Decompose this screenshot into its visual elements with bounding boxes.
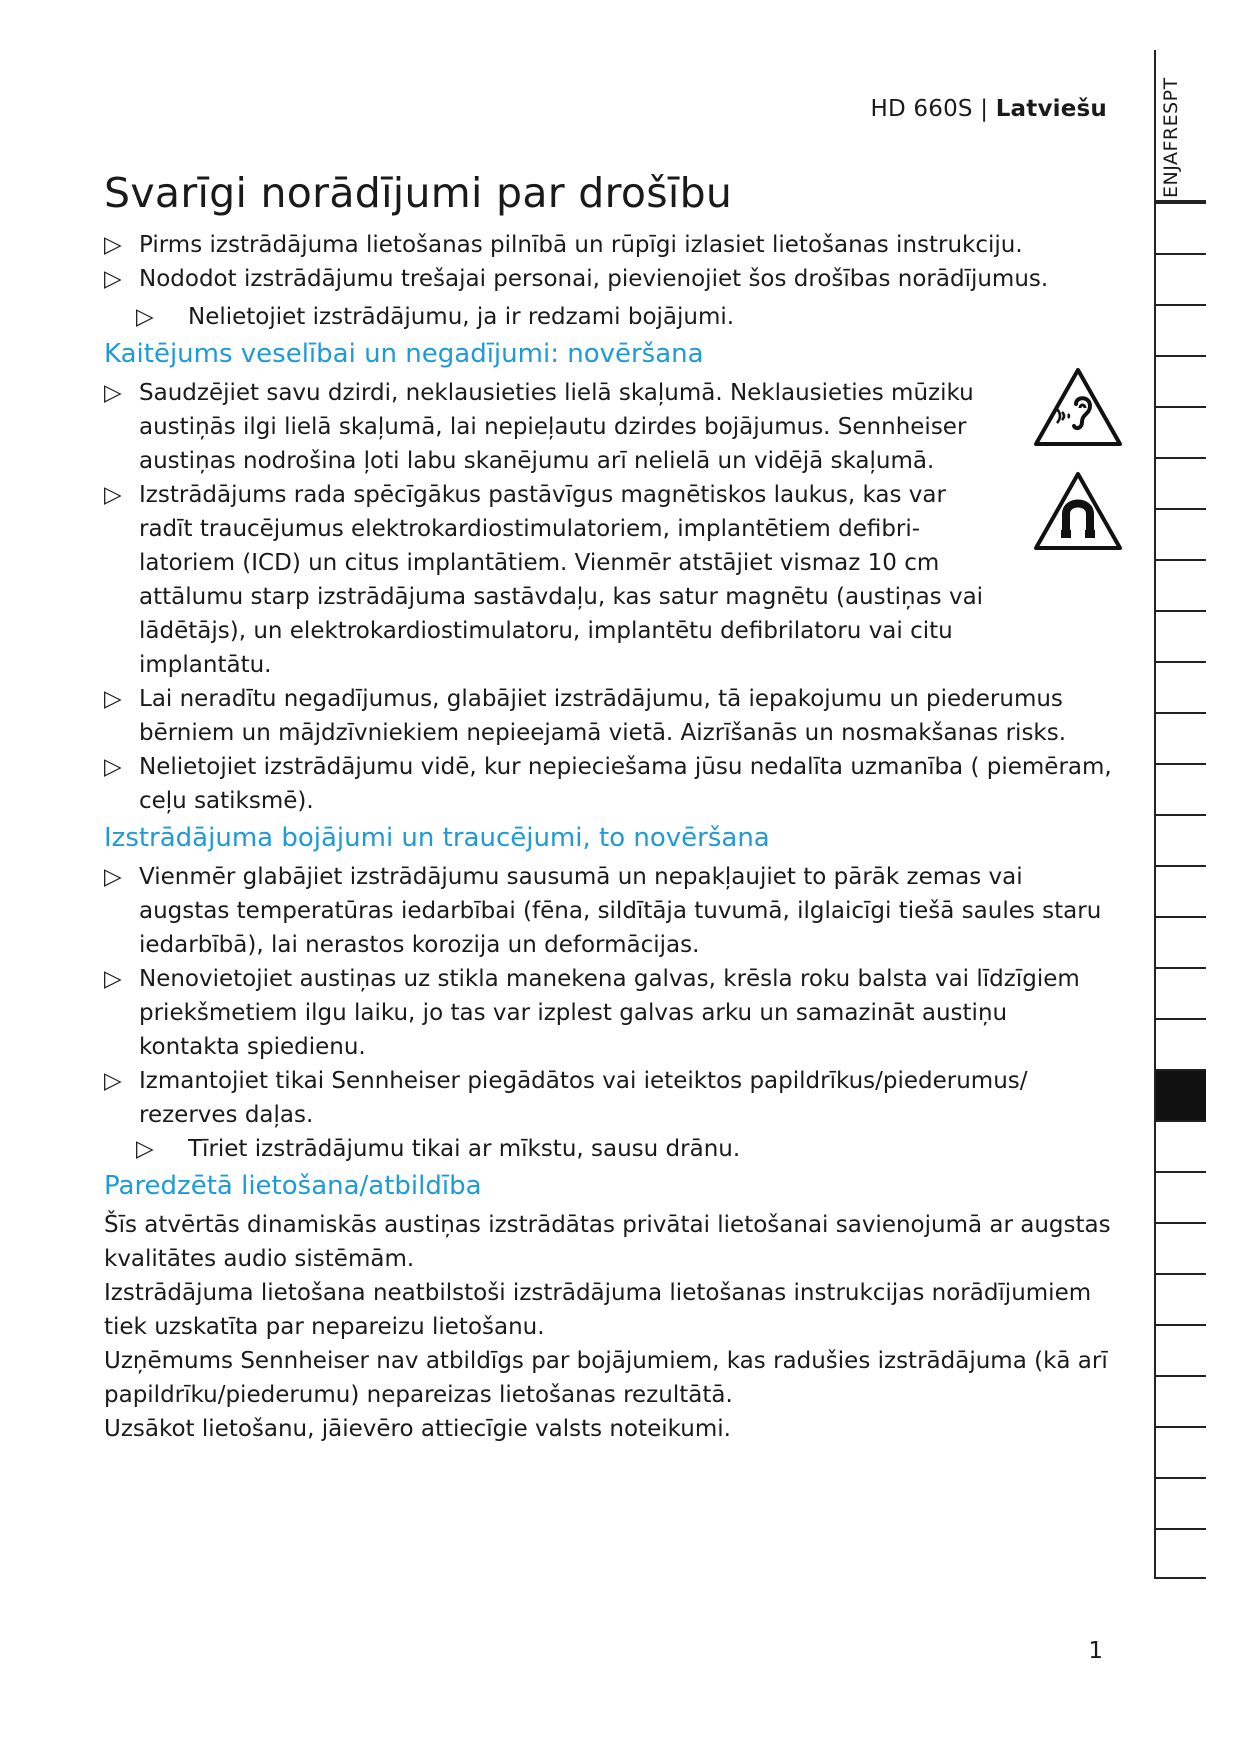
side-tab[interactable]: [1154, 457, 1206, 508]
list-item-text: Izstrādājums rada spēcīgākus pastāvīgus magnētiskos laukus, kas var radīt traucējumus elektrokardiostimulatoriem, implantētiem defibrilatoriem (ICD) un citus implantātiem. Vienmēr atstājiet vismaz 10 cm attālumu starp izstrādājuma sastāvdaļu, kas satur magnētu (austiņas vai lādētājs), un elektrokardiostimulatoru, implantētu defibrilatoru vai citu implantātu.: [139, 482, 984, 678]
damage-list: [104, 860, 1114, 1166]
side-tab[interactable]: [1154, 610, 1206, 661]
triangle-bullet-icon: ▷: [104, 864, 122, 890]
side-tab[interactable]: [1154, 814, 1206, 865]
list-item: [104, 1132, 1114, 1166]
list-item-text: Vienmēr glabājiet izstrādājumu sausumā un nepakļaujiet to pārāk zemas vai augstas temperatūras iedarbībai (fēna, sildītāja tuvumā, ilglaicīgi tiešā saules staru iedarbībā), lai nerastos korozija un deformācijas.: [139, 864, 1102, 958]
language-tab-labels[interactable]: [1154, 50, 1206, 202]
list-item: [104, 1064, 1114, 1132]
page-title: Svarīgi norādījumi par drošību: [104, 169, 733, 217]
paragraph: Uzņēmums Sennheiser nav atbildīgs par bojājumiem, kas radušies izstrādājuma (kā arī papildrīku/piederumu) nepareizas lietošanas rezultātā.: [104, 1348, 1108, 1408]
side-tab[interactable]: [1154, 1477, 1206, 1528]
side-tab[interactable]: [1154, 1324, 1206, 1375]
list-item-text: Nelietojiet izstrādājumu vidē, kur nepieciešama jūsu nedalīta uzmanība ( piemēram, ceļu satiksmē).: [139, 754, 1112, 814]
list-item-text: Saudzējiet savu dzirdi, neklausieties lielā skaļumā. Neklausieties mūziku austiņās ilgi lielā skaļumā, lai nepieļautu dzirdes bojājumus. Sennheiser austiņas nodrošina ļoti labu skanējumu arī nelielā un vidējā skaļumā.: [139, 380, 974, 474]
side-tab[interactable]: [1154, 355, 1206, 406]
header-language: Latviešu: [995, 96, 1107, 122]
section-heading-intended-use: Paredzētā lietošana/atbildība: [104, 1171, 482, 1201]
side-tab[interactable]: [1154, 253, 1206, 304]
side-tab[interactable]: [1154, 559, 1206, 610]
paragraph: Uzsākot lietošanu, jāievēro attiecīgie valsts noteikumi.: [104, 1416, 731, 1442]
header-model: HD 660S: [870, 96, 973, 122]
side-tab[interactable]: [1154, 1273, 1206, 1324]
triangle-bullet-icon: ▷: [136, 1136, 154, 1162]
triangle-bullet-icon: ▷: [104, 232, 122, 258]
list-item-text: Tīriet izstrādājumu tikai ar mīkstu, sausu drānu.: [188, 1136, 741, 1162]
page-header: [870, 96, 1107, 122]
side-tab[interactable]: [1154, 865, 1206, 916]
side-tab[interactable]: [1154, 508, 1206, 559]
main-content: [104, 168, 1114, 1446]
side-tab[interactable]: [1154, 1018, 1206, 1069]
list-item: [104, 962, 1114, 1064]
list-item: [104, 860, 1114, 962]
side-tab-active[interactable]: [1154, 1069, 1206, 1120]
list-item: [104, 228, 1114, 262]
list-item-text: Nododot izstrādājumu trešajai personai, pievienojiet šos drošības norādījumus.: [139, 266, 1049, 292]
paragraph: Šīs atvērtās dinamiskās austiņas izstrādātas privātai lietošanai savienojumā ar augstas kvalitātes audio sistēmām.: [104, 1212, 1111, 1272]
side-tab[interactable]: [1154, 967, 1206, 1018]
intro-list: [104, 228, 1114, 334]
side-tab[interactable]: [1154, 202, 1206, 253]
list-item-text: Nelietojiet izstrādājumu, ja ir redzami bojājumi.: [188, 304, 735, 330]
side-tab[interactable]: [1154, 1222, 1206, 1273]
side-tab[interactable]: [1154, 916, 1206, 967]
triangle-bullet-icon: ▷: [104, 380, 122, 406]
list-item: [104, 682, 1114, 750]
side-tabs: [1154, 202, 1206, 1579]
side-tab[interactable]: [1154, 1171, 1206, 1222]
triangle-bullet-icon: ▷: [104, 266, 122, 292]
side-tab[interactable]: [1154, 1120, 1206, 1171]
section-heading-health: Kaitējums veselībai un negadījumi: novēršana: [104, 339, 704, 369]
page-number: 1: [1088, 1638, 1103, 1664]
list-item: [104, 262, 1114, 296]
side-tab[interactable]: [1154, 1426, 1206, 1477]
list-item: [104, 478, 1114, 682]
triangle-bullet-icon: ▷: [136, 304, 154, 330]
list-item-text: Izmantojiet tikai Sennheiser piegādātos vai ieteiktos papildrīkus/piederumus/ rezerves daļas.: [139, 1068, 1028, 1128]
side-tab[interactable]: [1154, 712, 1206, 763]
language-tab-text: ENJAFRESPT: [1160, 77, 1182, 198]
side-tab[interactable]: [1154, 1528, 1206, 1579]
health-list: [104, 376, 1114, 818]
list-item-text: Pirms izstrādājuma lietošanas pilnībā un rūpīgi izlasiet lietošanas instrukciju.: [139, 232, 1023, 258]
triangle-bullet-icon: ▷: [104, 1068, 122, 1094]
header-separator: |: [972, 96, 996, 122]
triangle-bullet-icon: ▷: [104, 482, 122, 508]
triangle-bullet-icon: ▷: [104, 686, 122, 712]
side-tab[interactable]: [1154, 406, 1206, 457]
side-tab[interactable]: [1154, 304, 1206, 355]
list-item-text: Nenovietojiet austiņas uz stikla manekena galvas, krēsla roku balsta vai līdzīgiem priekšmetiem ilgu laiku, jo tas var izplest galvas arku un samazināt austiņu kontakta spiedienu.: [139, 966, 1080, 1060]
side-tab[interactable]: [1154, 661, 1206, 712]
list-item-text: Lai neradītu negadījumus, glabājiet izstrādājumu, tā iepakojumu un piederumus bērniem un mājdzīvniekiem nepieejamā vietā. Aizrīšanās un nosmakšanas risks.: [139, 686, 1067, 746]
magnet-warning-icon: [1032, 470, 1124, 552]
hearing-warning-icon: [1032, 366, 1124, 448]
side-tab[interactable]: [1154, 1375, 1206, 1426]
paragraph: Izstrādājuma lietošana neatbilstoši izstrādājuma lietošanas instrukcijas norādījumiem tiek uzskatīta par nepareizu lietošanu.: [104, 1280, 1092, 1340]
triangle-bullet-icon: ▷: [104, 966, 122, 992]
list-item: [104, 376, 1114, 478]
side-tab[interactable]: [1154, 763, 1206, 814]
triangle-bullet-icon: ▷: [104, 754, 122, 780]
section-heading-damage: Izstrādājuma bojājumi un traucējumi, to novēršana: [104, 823, 770, 853]
list-item: [104, 750, 1114, 818]
list-item: [104, 300, 1114, 334]
